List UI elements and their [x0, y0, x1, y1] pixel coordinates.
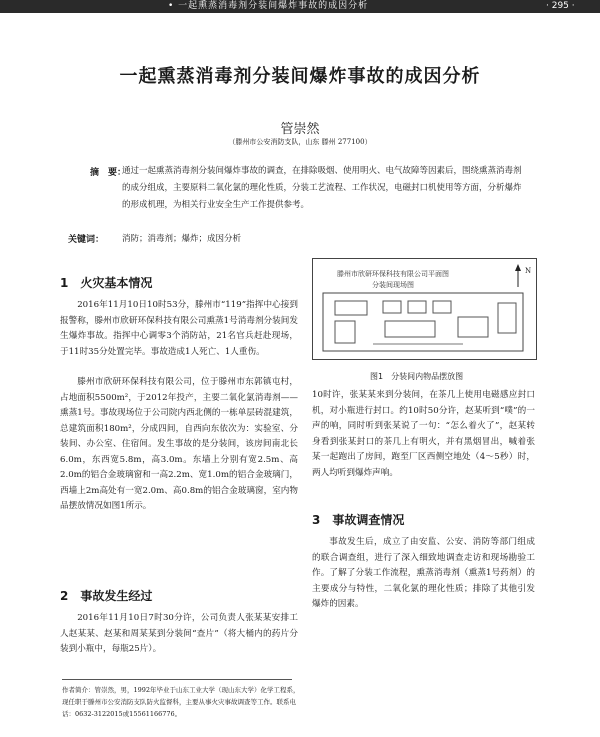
- keywords-label: 关键词：: [68, 235, 105, 245]
- section-2-paragraph-2: 10时许，张某某来到分装间，在茶几上使用电磁感应封口机，对小瓶进行封口。约10时50分许，赵某听到“噗”的一声的响，同时听到张某说了一句：“怎么着火了”，赵某转身看到张某封口的茶几上有明火，并有黑烟冒出，喊着张某一起跑出了房间，跑至厂区西侧空地处（4～5秒）时，两人均听到爆炸声响。: [312, 390, 535, 478]
- section-1-paragraph-1: 2016年11月10日10时53分，滕州市“119”指挥中心接到报警称，滕州市欣研环保科技有限公司熏蒸1号消毒剂分装间发生爆炸事故。指挥中心调零3个消防站，21名官兵赶赴现场，于11时35分处置完毕。事故造成1人死亡、1人重伤。: [60, 300, 298, 357]
- figure-1-caption: 图1 分装间内物品摆放图: [370, 372, 464, 381]
- compass-arrowhead: [515, 264, 521, 271]
- author-footnote: 作者简介：管崇然，男，1992年毕业于山东工业大学（现山东大学）化学工程系，现任职于滕州市公安消防支队防火监督科，主要从事火灾事故调查等工作。联系电话：0632-3122015或15561166776。: [62, 686, 300, 718]
- furniture-block: [408, 301, 426, 313]
- footnote-rule: [62, 679, 292, 680]
- tea-table: [385, 321, 435, 337]
- furniture-block: [433, 301, 451, 313]
- abstract-text: 通过一起熏蒸消毒剂分装间爆炸事故的调查，在排除吸烟、使用明火、电气故障等因素后，围绕熏蒸消毒剂的成分组成，主要原料二氧化氯的理化性质，分装工艺流程、工作状况，电磁封口机使用等方面，分析爆炸的形成机理，为相关行业安全生产工作提供参考。: [122, 166, 522, 210]
- keywords-text: 消防；消毒剂；爆炸；成因分析: [122, 234, 242, 244]
- section-1-paragraph-2: 滕州市欣研环保科技有限公司，位于滕州市东郭镇屯村，占地面积5500m²，于2012年投产，主要二氧化氯消毒剂——熏蒸1号。事故现场位于公司院内西北侧的一栋单层砖混建筑，总建筑面积180m²，分成四间，自西向东依次为：实验室、分装间、办公室、住宿间。发生事故的是分装间，该房间南北长6.0m，东西宽5.8m，高3.0m。东墙上分别有宽2.5m、高2.0m的铝合金玻璃窗和一高2.2m、宽1.0m的铝合金玻璃门，西墙上2m高处有一宽2.0m、高0.8m的铝合金玻璃窗，室内物品摆放情况如图1所示。: [60, 377, 298, 511]
- page-number: · 295 ·: [546, 1, 575, 11]
- section-2-heading: 2 事故发生经过: [60, 589, 153, 603]
- furniture-block: [383, 301, 401, 313]
- section-1-heading: 1 火灾基本情况: [60, 276, 153, 290]
- floorplan-title: 滕州市欣研环保科技有限公司平面图: [337, 270, 449, 278]
- furniture-block: [458, 317, 488, 337]
- article-title: 一起熏蒸消毒剂分装间爆炸事故的成因分析: [119, 66, 481, 87]
- furniture-block: [498, 303, 516, 333]
- compass-label: N: [525, 267, 532, 275]
- section-3-heading: 3 事故调查情况: [312, 513, 405, 527]
- floorplan-subtitle: 分装间现场图: [372, 281, 414, 289]
- floorplan-drawing: [313, 259, 536, 359]
- section-3-paragraph-1: 事故发生后，成立了由安监、公安、消防等部门组成的联合调查组，进行了深入细致地调查走访和现场勘验工作。了解了分装工作流程，熏蒸消毒剂（熏蒸1号药剂）的主要成分与特性，二氧化氯的理化性质；排除了其他引发爆炸的因素。: [312, 537, 535, 609]
- furniture-block: [335, 321, 355, 343]
- section-2-paragraph-1: 2016年11月10日7时30分许，公司负责人张某某安排工人赵某某、赵某和周某某到分装间“查片”（将大桶内的药片分装到小瓶中，每瓶25片）。: [60, 613, 298, 654]
- author-affiliation: （滕州市公安消防支队，山东 滕州 277100）: [228, 138, 372, 146]
- room-outline: [323, 293, 523, 351]
- abstract-label: 摘 要：: [90, 168, 127, 178]
- running-header-title: • 一起熏蒸消毒剂分装间爆炸事故的成因分析: [168, 1, 369, 11]
- author-name: 管崇然: [280, 122, 320, 137]
- figure-1-floorplan: [312, 258, 537, 360]
- furniture-block: [335, 301, 367, 315]
